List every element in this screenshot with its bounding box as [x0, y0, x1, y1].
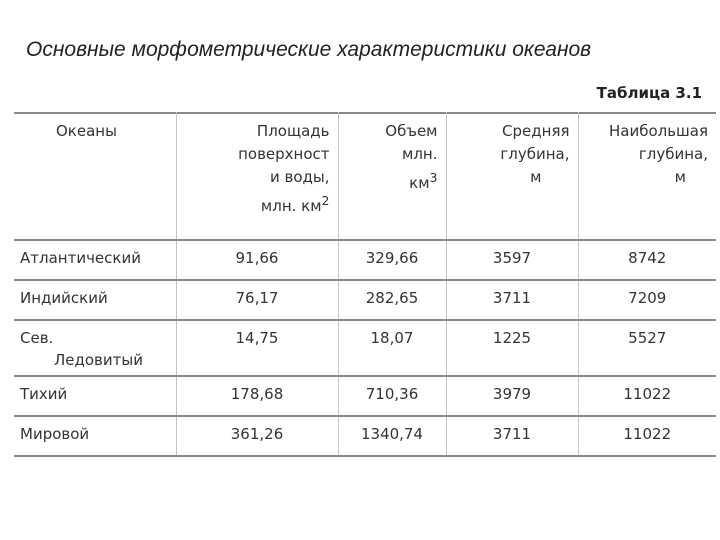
table-header-row: [14, 112, 716, 240]
cell-volume: 18,07: [338, 320, 446, 376]
ocean-characteristics-table: [14, 112, 716, 457]
cell-avg-depth: 1225: [446, 320, 578, 376]
slide-title: Основные морфометрические характеристики океанов: [26, 38, 592, 61]
table-label: Таблица 3.1: [596, 84, 702, 102]
cell-max-depth: 8742: [578, 240, 716, 280]
cell-max-depth: 11022: [578, 416, 716, 456]
header-volume: [338, 112, 446, 240]
cell-avg-depth: 3597: [446, 240, 578, 280]
cell-max-depth: 11022: [578, 376, 716, 416]
cell-ocean-name: Индийский: [20, 289, 108, 307]
table-row: [14, 280, 716, 320]
cell-ocean-name: Мировой: [20, 425, 90, 443]
cell-avg-depth: 3711: [446, 280, 578, 320]
header-volume-line: млн.: [402, 145, 438, 163]
header-max-depth-line: м: [674, 168, 686, 186]
header-max-depth: [578, 112, 716, 240]
header-ocean-label: Океаны: [56, 122, 117, 140]
header-area-line: и воды,: [269, 168, 330, 186]
cell-volume: 710,36: [338, 376, 446, 416]
cell-area: 178,68: [176, 376, 338, 416]
cell-max-depth: 7209: [578, 280, 716, 320]
header-volume-line: Объем: [385, 122, 438, 140]
table-row: [14, 240, 716, 280]
cell-ocean-name-line: Сев.: [20, 329, 54, 347]
cell-area: 76,17: [176, 280, 338, 320]
table-row: [14, 416, 716, 456]
cell-ocean-name-line: Ледовитый: [54, 351, 143, 369]
cell-avg-depth: 3711: [446, 416, 578, 456]
header-avg-depth: [446, 112, 578, 240]
cell-ocean-name: Тихий: [20, 385, 68, 403]
header-area-line: Площадь: [256, 122, 330, 140]
header-ocean: [14, 112, 176, 240]
cell-volume: 329,66: [338, 240, 446, 280]
header-avg-depth-line: м: [530, 168, 542, 186]
header-area-superscript: 2: [321, 193, 330, 208]
table-row: [14, 320, 716, 376]
cell-volume: 282,65: [338, 280, 446, 320]
header-area-line: поверхност: [238, 145, 330, 163]
cell-ocean-name: [14, 320, 176, 376]
table-row: [14, 376, 716, 416]
cell-max-depth: 5527: [578, 320, 716, 376]
header-max-depth-line: Наибольшая: [608, 122, 708, 140]
header-volume-line: км: [409, 174, 430, 192]
header-max-depth-line: глубина,: [638, 145, 708, 163]
header-volume-superscript: 3: [429, 170, 438, 185]
header-avg-depth-line: глубина,: [500, 145, 570, 163]
cell-ocean-name: Атлантический: [20, 249, 141, 267]
cell-area: 14,75: [176, 320, 338, 376]
cell-area: 91,66: [176, 240, 338, 280]
header-avg-depth-line: Средняя: [502, 122, 570, 140]
cell-avg-depth: 3979: [446, 376, 578, 416]
header-area-line: млн. км: [260, 197, 322, 215]
cell-volume: 1340,74: [338, 416, 446, 456]
header-area: [176, 112, 338, 240]
cell-area: 361,26: [176, 416, 338, 456]
